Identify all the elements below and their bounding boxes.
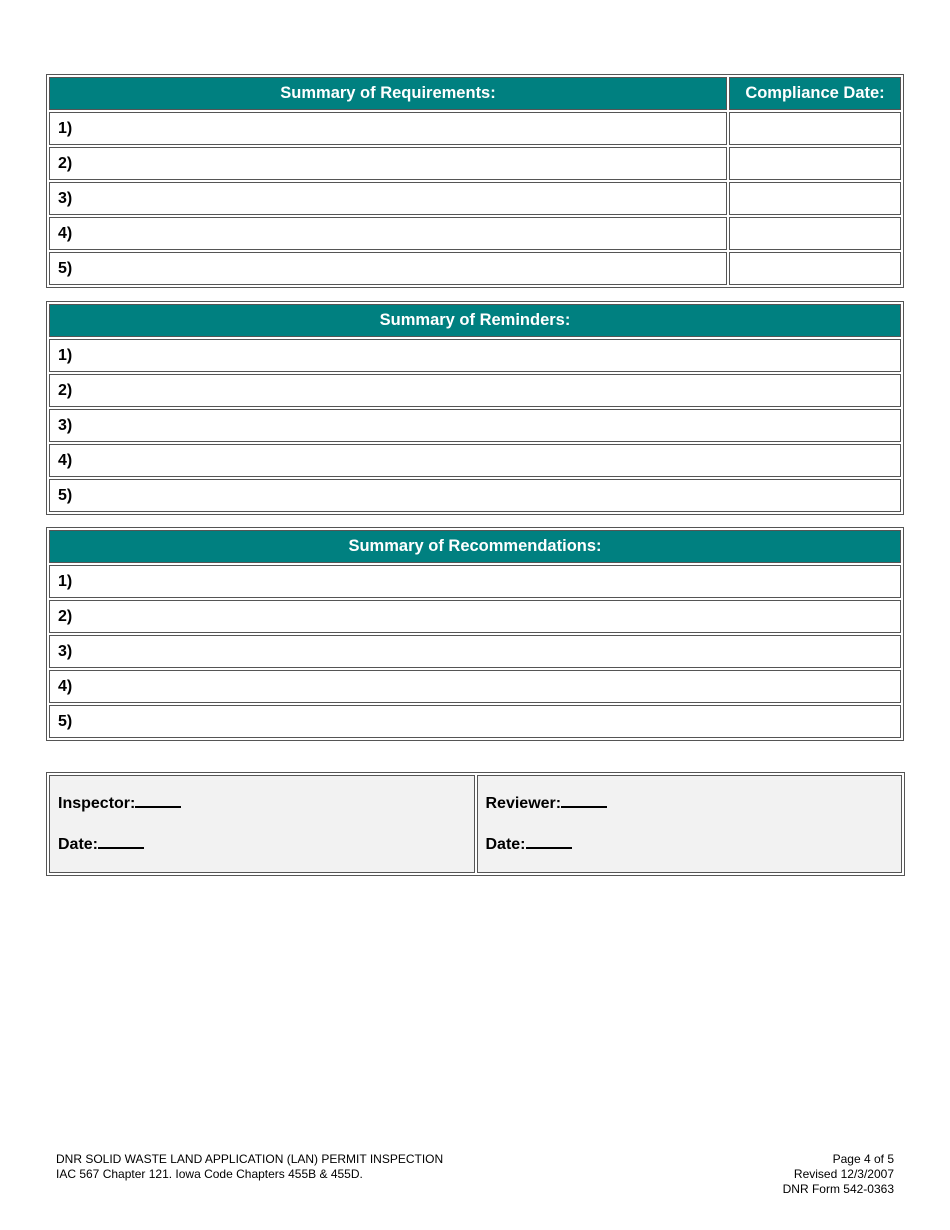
- requirement-1[interactable]: 1): [49, 112, 727, 145]
- footer-right: [783, 1152, 894, 1197]
- requirements-header-row: [49, 77, 901, 110]
- inspector-field[interactable]: [135, 792, 181, 808]
- recommendation-1[interactable]: 1): [49, 565, 901, 598]
- table-row: [49, 705, 901, 738]
- footer-form-title: DNR SOLID WASTE LAND APPLICATION (LAN) PERMIT INSPECTION: [56, 1152, 444, 1166]
- recommendations-header-row: [49, 530, 901, 563]
- table-row: [49, 339, 901, 372]
- reminder-4[interactable]: 4): [49, 444, 901, 477]
- reviewer-date-field[interactable]: [526, 833, 572, 849]
- requirement-5[interactable]: 5): [49, 252, 727, 285]
- inspector-line: [58, 792, 466, 815]
- recommendations-header: Summary of Recommendations:: [49, 530, 901, 563]
- reminder-1[interactable]: 1): [49, 339, 901, 372]
- signoff-table: [46, 772, 905, 876]
- requirements-header: Summary of Requirements:: [49, 77, 727, 110]
- table-row: [49, 409, 901, 442]
- reviewer-field[interactable]: [561, 792, 607, 808]
- table-row: [49, 565, 901, 598]
- compliance-date-2[interactable]: [729, 147, 901, 180]
- table-row: [49, 217, 901, 250]
- revised-date: Revised 12/3/2007: [793, 1167, 894, 1181]
- table-row: [49, 112, 901, 145]
- form-number: DNR Form 542-0363: [782, 1182, 894, 1196]
- table-row: [49, 374, 901, 407]
- requirements-table: [46, 74, 904, 288]
- compliance-date-1[interactable]: [729, 112, 901, 145]
- reminder-2[interactable]: 2): [49, 374, 901, 407]
- reviewer-line: [486, 792, 894, 815]
- table-row: [49, 182, 901, 215]
- table-row: [49, 252, 901, 285]
- footer-legal-citation: IAC 567 Chapter 121. Iowa Code Chapters 455B & 455D.: [56, 1167, 363, 1181]
- recommendation-3[interactable]: 3): [49, 635, 901, 668]
- inspector-date-label: Date:: [58, 836, 99, 853]
- requirement-2[interactable]: 2): [49, 147, 727, 180]
- signoff-row: [49, 775, 902, 873]
- compliance-date-header: Compliance Date:: [729, 77, 901, 110]
- requirement-4[interactable]: 4): [49, 217, 727, 250]
- table-row: [49, 670, 901, 703]
- inspector-label: Inspector:: [58, 795, 136, 812]
- table-row: [49, 147, 901, 180]
- table-row: [49, 444, 901, 477]
- recommendation-2[interactable]: 2): [49, 600, 901, 633]
- inspector-date-line: [58, 833, 466, 856]
- page-number: Page 4 of 5: [832, 1152, 894, 1166]
- recommendations-table: [46, 527, 904, 741]
- table-row: [49, 600, 901, 633]
- reminders-header: Summary of Reminders:: [49, 304, 901, 337]
- compliance-date-3[interactable]: [729, 182, 901, 215]
- inspector-cell: [49, 775, 475, 873]
- table-row: [49, 479, 901, 512]
- reviewer-cell: [477, 775, 903, 873]
- inspector-date-field[interactable]: [98, 833, 144, 849]
- footer-left: [56, 1152, 443, 1182]
- compliance-date-5[interactable]: [729, 252, 901, 285]
- requirement-3[interactable]: 3): [49, 182, 727, 215]
- reminder-5[interactable]: 5): [49, 479, 901, 512]
- compliance-date-4[interactable]: [729, 217, 901, 250]
- table-row: [49, 635, 901, 668]
- recommendation-4[interactable]: 4): [49, 670, 901, 703]
- reviewer-date-label: Date:: [485, 836, 526, 853]
- reviewer-label: Reviewer:: [485, 795, 562, 812]
- reminders-header-row: [49, 304, 901, 337]
- reviewer-date-line: [486, 833, 894, 856]
- reminders-table: [46, 301, 904, 515]
- recommendation-5[interactable]: 5): [49, 705, 901, 738]
- reminder-3[interactable]: 3): [49, 409, 901, 442]
